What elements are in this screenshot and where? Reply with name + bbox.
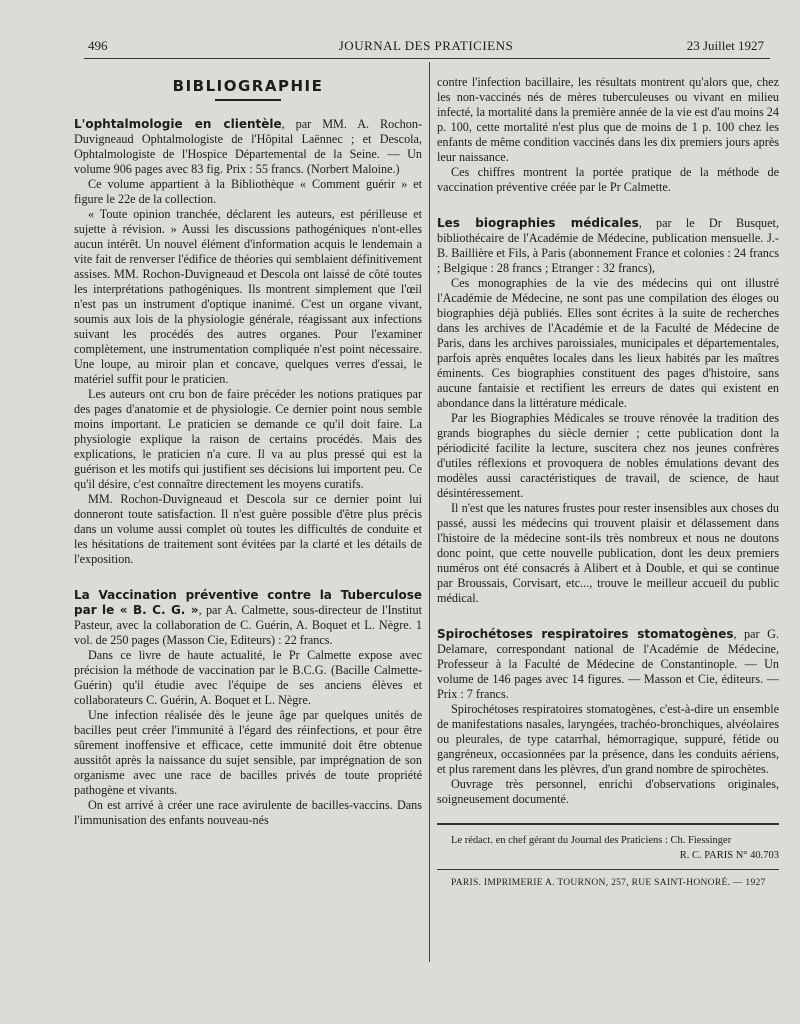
- entry-details: , par le Dr Busquet, bibliothécaire de l'Académie de Médecine, publication mensuelle. J.-B. Baillière et Fils, à Paris (abonnement France et colonies : 24 francs ; Belgique : 28 francs ; Etranger : 32 francs),: [437, 216, 779, 275]
- paragraph: Dans ce livre de haute actualité, le Pr Calmette expose avec précision la méthode de vaccination par le B.C.G. (Bacille Calmette-Guérin) qu'il étudie avec l'équipe de ses anciens élèves et collaborateurs C. Guérin, A. Boquet et L. Nègre.: [74, 648, 422, 707]
- editor-line: Le rédact. en chef gérant du Journal des Praticiens : Ch. Fiessinger: [451, 835, 732, 846]
- paragraph: « Toute opinion tranchée, déclarent les auteurs, est périlleuse et sujette à révision. » Aussi les discussions pathogéniques n'ont-elles aucun intérêt. Un nouvel élément d'information acquis le lendemain a vite fait de renverser l'édifice de théories qui semblaient définitivement assises. MM. Rochon-Duvigneaud et Descola ont laissé de côté toutes les interprétations pathogéniques. Ils montrent simplement que l'œil n'est pas un instrument d'optique inanimé. C'est un organe vivant, soumis aux lois de la physiologie générale, réagissant aux infections suivant les procédés des autres organes. Pour l'examiner complètement, une instrumentation compliquée n'est point nécessaire. Une loupe, au miroir plan et concave, quelques verres d'essai, le matériel suffit pour le praticien.: [74, 207, 422, 386]
- entry-biographies-heading: [437, 216, 779, 276]
- paragraph: Une infection réalisée dès le jeune âge par quelques unités de bacilles peut créer l'immunité à l'égard des réinfections, et pour être sûrement inoffensive et efficace, cette immunité doit être obtenue aussitôt après la naissance du sujet sensible, par imprégnation de son organisme avec une race de bacilles privés de toute propriété pathogène et vivants.: [74, 708, 422, 797]
- journal-title: JOURNAL DES PRATICIENS: [338, 38, 514, 53]
- issue-date: 23 Juillet 1927: [686, 38, 764, 53]
- entry-details: , par A. Calmette, sous-directeur de l'Institut Pasteur, avec la collaboration de C. Guérin, A. Boquet et L. Nègre. 1 vol. de 250 pages (Masson Cie, Editeurs) : 22 francs.: [74, 603, 423, 647]
- footer-rule: [437, 869, 779, 870]
- registry-number: R. C. PARIS N° 40.703: [679, 850, 779, 861]
- paragraph: Spirochétoses respiratoires stomatogènes, c'est-à-dire un ensemble de manifestations nasales, laryngées, trachéo-bronchiques, alvéolaires ou pleurales, de type catarrhal, hémorragique, suppuré, fétide ou gangréneux, occasionnées par la présence, dans les conduits aériens, et plus rarement dans les plèvres, d'un grand nombre de spirochètes.: [437, 702, 779, 776]
- entry-spirochetoses-heading: [437, 627, 779, 702]
- paragraph: Ouvrage très personnel, enrichi d'observations originales, soigneusement documenté.: [437, 777, 779, 806]
- paragraph: contre l'infection bacillaire, les résultats montrent qu'alors que, chez les non-vaccinés nés de mères tuberculeuses ou vivant en milieu infecté, la mortalité dans la première année de la vie est d'au moins 24 p. 100, cette mortalité n'est plus que de moins de 1 p. 100 chez les enfants de même condition vaccinés dans les dix premiers jours après leur naissance.: [437, 75, 779, 164]
- entry-title: Les biographies médicales: [437, 216, 639, 230]
- entry-title: Spirochétoses respiratoires stomatogènes: [437, 627, 734, 641]
- left-column: [74, 75, 422, 828]
- paragraph: Par les Biographies Médicales se trouve rénovée la tradition des grands biographes du siècle dernier ; cette publication dont la périodicité facilite la lecture, suscitera chez nos jeunes confrères d'utiles réflexions et provoquera de nobles émulations devant des modèles aussi caractéristiques de travail, de science, de haut désintéressement.: [437, 411, 779, 500]
- entry-title: L'ophtalmologie en clientèle: [74, 117, 282, 131]
- entry-ophtalmologie-heading: [74, 117, 422, 177]
- paragraph: On est arrivé à créer une race avirulente de bacilles-vaccins. Dans l'immunisation des enfants nouveau-nés: [74, 798, 422, 827]
- right-column: [437, 75, 779, 891]
- paragraph: Il n'est que les natures frustes pour rester insensibles aux choses du passé, aussi les médecins qui trouvent plaisir et délassement dans l'histoire de la médecine sont-ils très nombreux et nous ne doutons donc point, que cette nouvelle publication, dont les deux premiers numéros ont été consacrés à Alibert et à Double, et qui se continue par Broussais, Corvisart, etc..., trouve le meilleur accueil du public médical.: [437, 501, 779, 605]
- paragraph: Les auteurs ont cru bon de faire précéder les notions pratiques par des pages d'anatomie et de physiologie. Ce dernier point nous semble moins important. Le praticien se demande ce qu'il doit faire. La physiologie explique la raison de certains procédés. Mais des explications, le praticien n'a cure. Il va au plus pressé qui est la guérison et les motifs qui justifient ses décisions lui importent peu. Ce qu'il désire, c'est connaître directement les moyens curatifs.: [74, 387, 422, 491]
- footer-rule: [437, 823, 779, 825]
- header-rule: [84, 58, 770, 59]
- running-header: [88, 38, 764, 58]
- printer-line: PARIS. IMPRIMERIE A. TOURNON, 257, RUE SAINT-HONORÉ. — 1927: [451, 878, 766, 888]
- paragraph: MM. Rochon-Duvigneaud et Descola sur ce dernier point lui donneront toute satisfaction. Il n'est guère possible d'être plus précis dans un volume aussi complet où toutes les difficultés de conduite et les hésitations de traitement sont évitées par la clarté et les détails de l'exposition.: [74, 492, 422, 566]
- section-title: BIBLIOGRAPHIE: [172, 77, 324, 95]
- page-number: 496: [88, 38, 108, 53]
- paragraph: Ce volume appartient à la Bibliothèque « Comment guérir » et figure le 22e de la collection.: [74, 177, 422, 206]
- entry-details: , par MM. A. Rochon-Duvigneaud Ophtalmologiste de l'Hôpital Laënnec ; et Descola, Ophtalmologiste de l'Hospice Départemental de la Seine. — Un volume 906 pages avec 83 fig. Prix : 55 francs. (Norbert Maloine.): [74, 117, 423, 176]
- entry-details: , par G. Delamare, correspondant national de l'Académie de Médecine, Professeur à la Faculté de Médecine de Constantinople. — Un volume de 146 pages avec 14 figures. — Masson et Cie, éditeurs. — Prix : 7 francs.: [437, 627, 779, 701]
- paragraph: Ces chiffres montrent la portée pratique de la méthode de vaccination préventive créée par le Pr Calmette.: [437, 165, 779, 194]
- column-divider: [429, 62, 430, 962]
- entry-vaccination-heading: [74, 588, 422, 648]
- entry-title: La Vaccination préventive contre la Tuberculose par le « B. C. G. »: [74, 588, 422, 617]
- paragraph: Ces monographies de la vie des médecins qui ont illustré l'Académie de Médecine, ne sont pas une compilation des éloges ou biographies déjà publiés. Elles sont écrites à la suite de recherches dans les archives de l'Académie et de la Faculté de Médecine de Paris, dans les archives paroissiales, municipales et départementales, parfois après enquêtes locales dans les lieux habités par les maîtres éminents. Ces biographies constituent des pages d'histoire, sans aucune fantaisie et rectifient les erreurs de dates qui existent en abondance dans la littérature médicale.: [437, 276, 779, 410]
- title-rule: [215, 99, 281, 101]
